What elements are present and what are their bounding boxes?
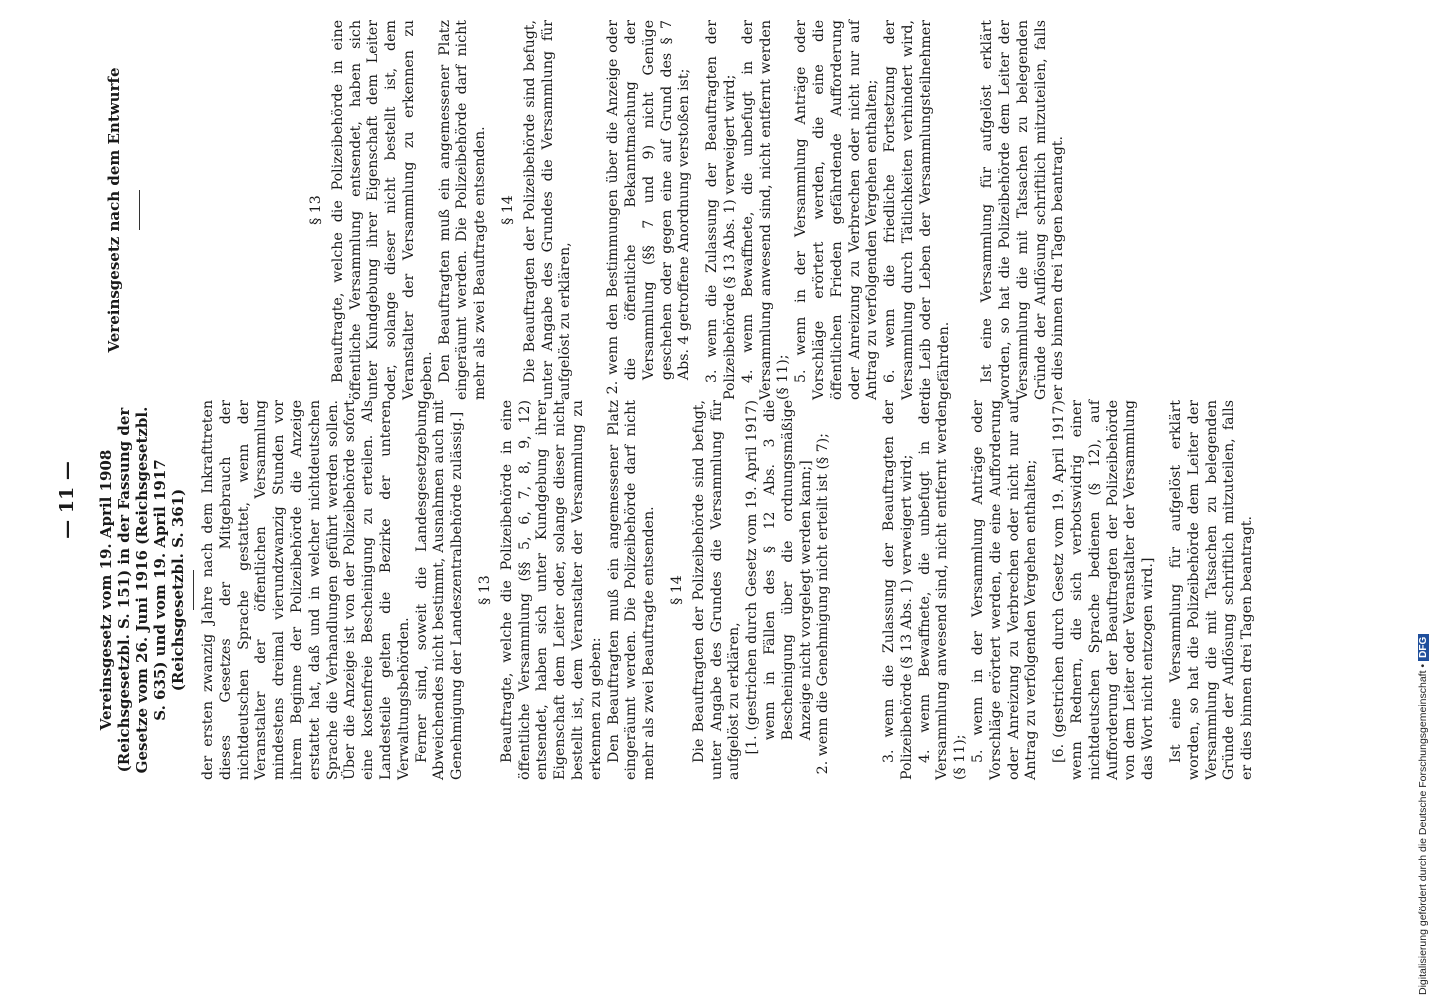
right-sec14-item: 6. wenn die friedliche Fortsetzung der Versammlung durch Tätlichkeiten verhindert wird, die Leib oder Leben der Versammlungsteilnehmer gefährden. bbox=[882, 20, 952, 400]
left-intro-paragraph: der ersten zwanzig Jahre nach dem Inkrafttreten dieses Gesetzes der Mitgebrauch der nichtdeutschen Sprache gestattet, wenn der Veranstalter der öffentlichen Versammlung mindestens dreimal vierundzwanzig Stunden vor ihrem Beginne der Polizeibehörde die Anzeige erstattet hat, daß und in welcher nichtdeutschen Sprache die Verhandlungen geführt werden sollen. Über die Anzeige ist von der Polizeibehörde sofort eine kostenfreie Bescheinigung zu erteilen. Als Landesteile gelten die Bezirke der unteren Verwaltungsbehörden. bbox=[200, 400, 412, 780]
left-sec13-heading: § 13 bbox=[476, 575, 493, 605]
right-gap bbox=[575, 20, 605, 400]
right-spacer bbox=[146, 20, 298, 400]
right-sec14-item: 2. wenn den Bestimmungen über die Anzeige oder die öffentliche Bekanntmachung der Versammlung (§§ 7 und 9) nicht Genüge geschehen oder gegen eine auf Grund des § 7 Abs. 4 getroffene Anordnung verstoßen ist; bbox=[605, 20, 693, 395]
left-title: Vereinsgesetz vom 19. April 1908 (Reichsgesetzbl. S. 151) in der Fassung der Gesetze vom 26. Juni 1916 (Reichsgesetzbl. S. 635) und vom 19. April 1917 (Reichsgesetzbl. S. 361) bbox=[97, 406, 187, 774]
left-closing-paragraph: Ist eine Versammlung für aufgelöst erklärt worden, so hat die Polizeibehörde dem Leiter der Versammlung die mit Tatsachen zu belegenden Gründe der Auflösung schriftlich mitzuteilen, falls er dies binnen drei Tagen beantragt. bbox=[1168, 400, 1256, 780]
right-gap bbox=[694, 20, 704, 400]
right-closing-paragraph: Ist eine Versammlung für aufgelöst erklärt worden, so hat die Polizeibehörde dem Leiter der Versammlung die mit Tatsachen zu belegenden Gründe der Auflösung schriftlich mitzuteilen, falls er dies binnen drei Tagen beantragt. bbox=[979, 20, 1067, 400]
left-sec14-heading: § 14 bbox=[668, 575, 685, 605]
digitization-credit bbox=[1417, 634, 1429, 995]
left-column bbox=[97, 400, 1257, 780]
left-gap bbox=[1041, 400, 1051, 780]
left-sec14-item: 5. wenn in der Versammlung Anträge oder Vorschläge erörtert werden, die eine Aufforderung oder Anreizung zu Verbrechen oder nicht nur auf Antrag zu verfolgenden Vergehen enthalten; bbox=[970, 400, 1040, 780]
left-sec14-item: [6. (gestrichen durch Gesetz vom 19. April 1917) wenn Rednern, die sich verbotswidrig einer nichtdeutschen Sprache bedienen (§ 12), auf Aufforderung der Beauftragten der Polizeibehörde von dem Leiter oder Veranstalter der Versammlung das Wort nicht entzogen wird.] bbox=[1051, 400, 1157, 780]
right-title: Vereinsgesetz nach dem Entwurfe bbox=[105, 67, 123, 353]
right-sec13-paragraph: Beauftragte, welche die Polizeibehörde in eine öffentliche Versammlung entsendet, haben sich unter Kundgebung ihrer Eigenschaft dem Leiter oder, solange dieser nicht bestellt ist, dem Veranstalter der Versammlung zu erkennen zu geben. bbox=[329, 20, 435, 400]
left-sec13-paragraph: Den Beauftragten muß ein angemessener Platz eingeräumt werden. Die Polizeibehörde darf nicht mehr als zwei Beauftragte entsenden. bbox=[605, 400, 658, 780]
left-sec13-paragraph: Beauftragte, welche die Polizeibehörde in eine öffentliche Versammlung (§§ 5, 6, 7, 8, 9, 12) entsendet, haben sich unter Kundgebung ihrer Eigenschaft dem Leiter oder, solange dieser nicht bestellt ist, dem Veranstalter der Versammlung zu erkennen zu geben: bbox=[498, 400, 604, 780]
dfg-logo: DFG bbox=[1418, 634, 1429, 661]
right-gap bbox=[953, 20, 979, 400]
right-sec13-paragraph: Den Beauftragten muß ein angemessener Platz eingeräumt werden. Die Polizeibehörde darf nicht mehr als zwei Beauftragte entsenden. bbox=[436, 20, 489, 400]
left-sec14-intro: Die Beauftragten der Polizeibehörde sind befugt, unter Angabe des Grundes die Versammlung für aufgelöst zu erklären, bbox=[690, 400, 743, 780]
left-sec14-item: 3. wenn die Zulassung der Beauftragten der Polizeibehörde (§ 13 Abs. 1) verweigert wird; bbox=[881, 400, 915, 780]
right-sec14-item: 5. wenn in der Versammlung Anträge oder Vorschläge erörtert werden, die eine die öffentlichen Frieden gefährdende Aufforderung oder Anreizung zu Verbrechen oder nicht nur auf Antrag zu verfolgenden Vergehen enthalten; bbox=[793, 20, 881, 400]
page-number: — 11 — bbox=[56, 461, 78, 539]
right-sec14-heading: § 14 bbox=[499, 195, 516, 225]
right-column bbox=[97, 20, 1068, 400]
left-gap bbox=[1158, 400, 1168, 780]
right-sec14-intro: Die Beauftragten der Polizeibehörde sind befugt, unter Angabe des Grundes die Versammlung für aufgelöst zu erklären, bbox=[521, 20, 574, 400]
left-sec14-item: [1. (gestrichen durch Gesetz vom 19. April 1917) wenn in Fällen des § 12 Abs. 3 die Bescheinigung über die ordnungsmäßige Anzeige nicht vorgelegt werden kann;] bbox=[744, 400, 814, 755]
right-sec13-heading: § 13 bbox=[308, 195, 324, 225]
left-sec14-item: 2. wenn die Genehmigung nicht erteilt ist (§ 7); bbox=[815, 433, 832, 775]
right-sec14-item: 3. wenn die Zulassung der Beauftragten der Polizeibehörde (§ 13 Abs. 1) verweigert wird; bbox=[704, 20, 738, 400]
credit-text: Digitalisierung gefördert durch die Deutsche Forschungsgemeinschaft • bbox=[1417, 663, 1429, 995]
left-title-rule bbox=[193, 570, 194, 610]
left-gap bbox=[833, 400, 881, 780]
right-sec14-item: 4. wenn Bewaffnete, die unbefugt in der Versammlung anwesend sind, nicht entfernt werden (§ 11); bbox=[739, 20, 792, 400]
left-intro-paragraph: Ferner sind, soweit die Landesgesetzgebung Abweichendes nicht bestimmt, Ausnahmen auch mit Genehmigung der Landeszentralbehörde zulässig.] bbox=[413, 400, 466, 780]
left-sec14-item: 4. wenn Bewaffnete, die unbefugt in der Versammlung anwesend sind, nicht entfernt werden (§ 11); bbox=[916, 400, 969, 780]
right-title-rule bbox=[139, 190, 140, 230]
